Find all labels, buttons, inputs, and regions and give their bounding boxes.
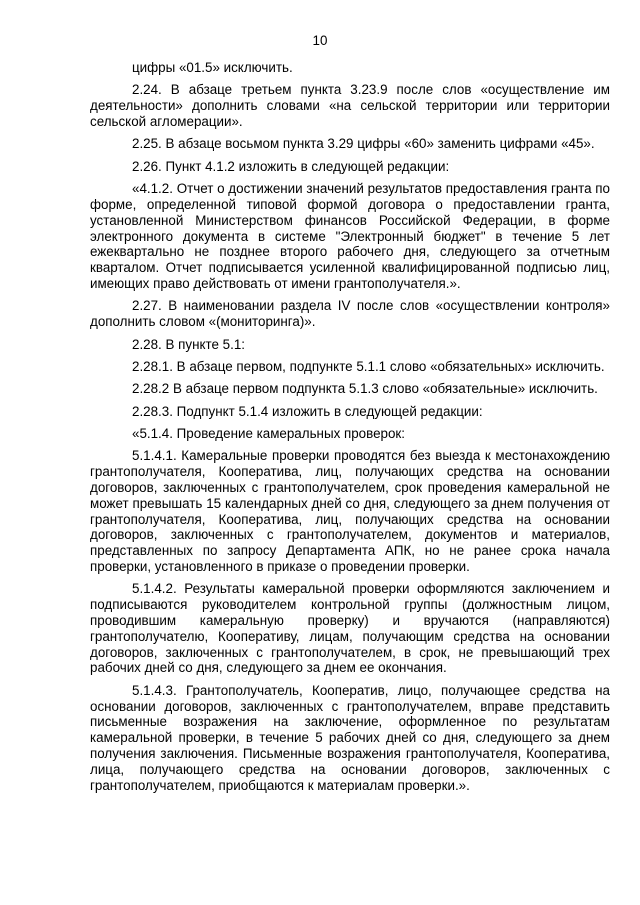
paragraph: 5.1.4.3. Грантополучатель, Кооператив, лицо, получающее средства на основании договоров, заключенных с грантополучателем, вправе представить письменные возражения на заключение, оформленное по результатам камеральной проверки, в течение 5 рабочих дней со дня, следующего за днем получения заключения. Письменные возражения грантополучателя, Кооператива, лица, получающего средства на основании договоров, заключенных с грантополучателем, приобщаются к материалам проверки.». <box>90 682 610 793</box>
page-number: 10 <box>312 33 328 48</box>
paragraph: 5.1.4.1. Камеральные проверки проводятся без выезда к местонахождению грантополучателя, Кооператива, лиц, получающих средства на основании договоров, заключенных с грантополучателем, срок проведения камеральной не может превышать 15 календарных дней со дня, следующего за днем получения от грантополучателя, Кооператива, лиц, получающих средства на основании договоров, заключенных с грантополучателем, документов и материалов, представленных по запросу Департамента АПК, но не ранее срока начала проверки, установленного в приказе о проведении проверки. <box>90 448 610 575</box>
paragraph: 2.28.1. В абзаце первом, подпункте 5.1.1 слово «обязательных» исключить. <box>132 358 605 374</box>
paragraph: 2.28.3. Подпункт 5.1.4 изложить в следующей редакции: <box>132 403 483 419</box>
document-body <box>90 60 610 800</box>
paragraph: 2.26. Пункт 4.1.2 изложить в следующей редакции: <box>132 158 450 174</box>
paragraph: 2.24. В абзаце третьем пункта 3.23.9 после слов «осуществление им деятельности» дополнить словами «на сельской территории или территории сельской агломерации». <box>90 82 610 129</box>
paragraph: 2.28. В пункте 5.1: <box>132 336 245 352</box>
paragraph: «4.1.2. Отчет о достижении значений результатов предоставления гранта по форме, определенной типовой формой договора о предоставлении гранта, установленной Министерством финансов Российской Федерации, в форме электронного документа в системе "Электронный бюджет" в течение 5 лет ежеквартально не позднее второго рабочего дня, следующего за отчетным кварталом. Отчет подписывается усиленной квалифицированной подписью лиц, имеющих право действовать от имени грантополучателя.». <box>90 181 610 291</box>
paragraph: 2.27. В наименовании раздела IV после слов «осуществлении контроля» дополнить словом «(мониторинга)». <box>90 298 610 330</box>
paragraph: 2.25. В абзаце восьмом пункта 3.29 цифры «60» заменить цифрами «45». <box>132 136 595 152</box>
paragraph: 2.28.2 В абзаце первом подпункта 5.1.3 слово «обязательные» исключить. <box>132 381 598 397</box>
paragraph: 5.1.4.2. Результаты камеральной проверки оформляются заключением и подписываются руководителем контрольной группы (должностным лицом, проводившим камеральную проверку) и вручаются (направляются) грантополучателю, Кооперативу, лицам, получающим средства на основании договоров, заключенных с грантополучателем, в срок, не превышающий трех рабочих дней со дня, следующего за днем ее окончания. <box>90 581 610 676</box>
paragraph: цифры «01.5» исключить. <box>132 60 293 75</box>
paragraph: «5.1.4. Проведение камеральных проверок: <box>132 426 406 442</box>
